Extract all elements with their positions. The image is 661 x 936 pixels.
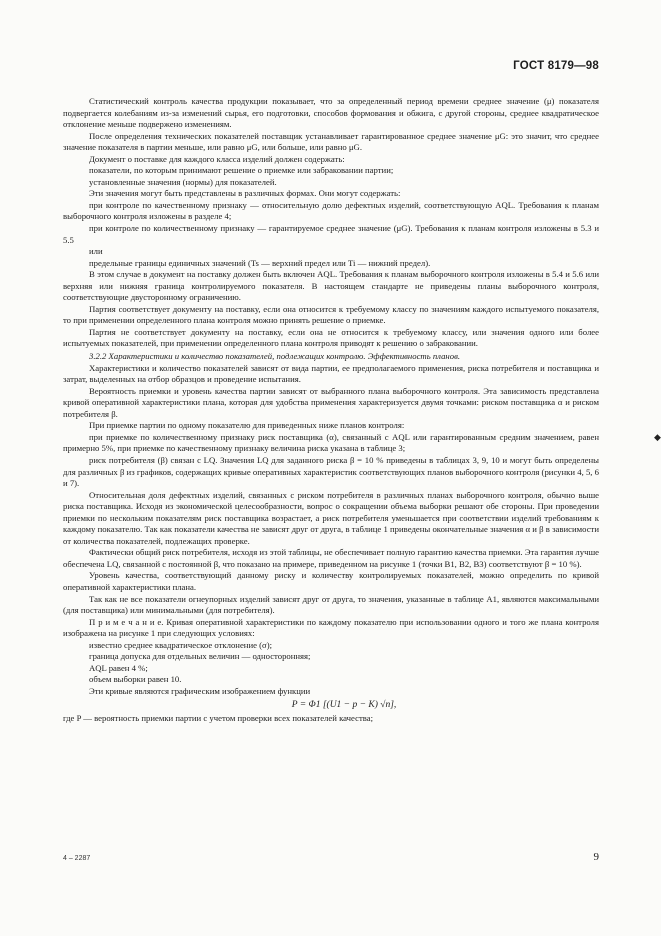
paragraph: установленные значения (нормы) для показателей. [89, 176, 277, 187]
paragraph: В этом случае в документ на поставку должен быть включен AQL. Требования к планам выборочного контроля изложены в 5.4 и 5.6 или верхняя или нижняя граница контролируемого показателя. В настоящем стандарте не приведены планы выборочного контроля, соответствующие двусторонному ограничению. [63, 269, 599, 303]
paragraph: Уровень качества, соответствующий данному риску и количеству контролируемых показателей, можно определить по кривой оперативной характеристики плана. [63, 570, 599, 592]
page-body [63, 96, 599, 725]
page-number: 9 [593, 851, 599, 863]
paragraph: При приемке партии по одному показателю для приведенных ниже планов контроля: [89, 420, 405, 431]
paragraph: После определения технических показателей поставщик устанавливает гарантированное среднее значение μG: это значит, что среднее значение показателя в партии меньше, или равно μG, или больше, или равно μG. [63, 130, 599, 153]
paragraph: Относительная доля дефектных изделий, связанных с риском потребителя в различных планах выборочного контроля, обычно выше риска поставщика. Исходя из экономической целесообразности, вопрос о сокращении объема выборки решают обе стороны. При проведении приемки по нескольким показателям риск поставщика возрастает, а риск потребителя уменьшается при соответствии изделий требованиям к каждому показателю. Так как показатели качества не зависят друг от друга, в таблице 1 приведены окончательные значения α и β в зависимости от количества показателей, подлежащих проверке. [63, 489, 599, 546]
paragraph: при приемке по количественному признаку риск поставщика (α), связанный с AQL или гарантированным средним значением, равен примерно 5%, при приемке по качественному признаку величина риска указана в таблице 3; [63, 431, 599, 454]
paragraph: Фактически общий риск потребителя, исходя из этой таблицы, не обеспечивает полную гарантию качества приемки. Эта гарантия лучше обеспечена LQ, связанной с постоянной β, что показано на примере, приведенном на рисунке 1 (точки B1, B2, B3) соответствуют β = 10 %). [63, 547, 599, 569]
paragraph: предельные границы единичных значений (Ts — верхний предел или Ti — нижний предел). [89, 257, 431, 268]
paragraph: Вероятность приемки и уровень качества партии зависят от выбранного плана выборочного контроля. Эта зависимость представлена кривой оперативной характеристики плана, которая для удобства применения характеризуется двумя точками: риском поставщика α и риском потребителя β. [63, 385, 599, 419]
paragraph: Эти значения могут быть представлены в различных формах. Они могут содержать: [89, 188, 401, 199]
print-code: 4 – 2287 [63, 855, 91, 862]
note-paragraph: П р и м е ч а н и е. Кривая оперативной характеристики по каждому показателю при использовании одного и того же плана контроля изображена на рисунке 1 при следующих условиях: [63, 616, 599, 639]
paragraph: граница допуска для отдельных величин — односторонняя; [89, 651, 311, 662]
paragraph: где P — вероятность приемки партии с учетом проверки всех показателей качества; [63, 713, 374, 724]
paragraph: AQL равен 4 %; [89, 662, 148, 673]
formula: P = Φ1 [(U1 − p − K) √n], [291, 700, 397, 711]
paragraph: Так как не все показатели огнеупорных изделий зависят друг от друга, то значения, указанные в таблице А1, являются максимальными (для поставщика) или минимальными (для потребителя). [63, 593, 599, 616]
paragraph: Статистический контроль качества продукции показывает, что за определенный период времени среднее значение (μ) показателя подвергается колебаниям из-за изменений сырья, его подготовки, способов формования и обжига, с другой стороны, среднее квадратическое отклонение меньше подвержено изменениям. [63, 96, 599, 130]
paragraph: Характеристики и количество показателей зависят от вида партии, ее предполагаемого применения, риска потребителя и поставщика и затрат, выделенных на отбор образцов и проведение испытания. [63, 362, 599, 385]
paragraph: Партия не соответствует документу на поставку, если она не относится к требуемому классу, или значения одного или более испытуемых показателей, при применении определенного плана контроля приводят к решению о забраковании. [63, 326, 599, 349]
section-heading: 3.2.2 Характеристики и количество показателей, подлежащих контролю. Эффективность планов. [89, 351, 461, 362]
paragraph: Документ о поставке для каждого класса изделий должен содержать: [89, 153, 345, 164]
paragraph: при контроле по качественному признаку — относительную долю дефектных изделий, соответствующую AQL. Требования к планам выборочного контроля изложены в разделе 4; [63, 199, 599, 222]
paragraph: Эти кривые являются графическим изображением функции [89, 685, 311, 696]
paragraph: при контроле по количественному признаку — гарантируемое среднее значение (μG). Требования к планам контроля изложены в 5.3 и 5.5 [63, 223, 599, 245]
paragraph: Партия соответствует документу на поставку, если она относится к требуемому классу по значениям каждого испытуемого показателя, то при применении определенного плана контроля можно принять решение о приемке. [63, 303, 599, 326]
paragraph: известно среднее квадратическое отклонение (σ); [89, 639, 273, 650]
margin-mark-icon: ◆ [654, 432, 661, 442]
paragraph: показатели, по которым принимают решение о приемке или забраковании партии; [89, 165, 394, 176]
paragraph: риск потребителя (β) связан с LQ. Значения LQ для заданного риска β = 10 % приведены в таблицах 3, 9, 10 и могут быть определены для различных β из графиков, содержащих кривые оперативных характеристик соответствующих планов выборочного контроля (рисунки 4, 5, 6 и 7). [63, 454, 599, 489]
paragraph: или [89, 246, 103, 257]
paragraph: объем выборки равен 10. [89, 674, 182, 685]
document-code: ГОСТ 8179—98 [513, 60, 599, 72]
